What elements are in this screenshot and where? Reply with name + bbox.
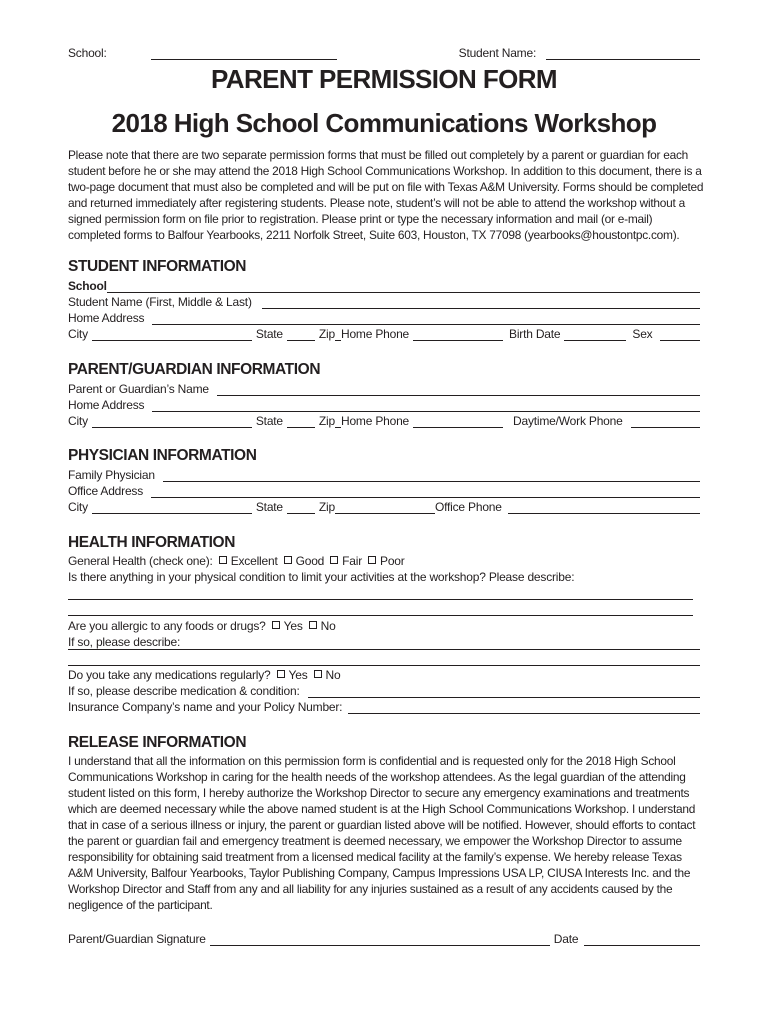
intro-line: two-page document that must also be completed and will be put on file with Texas A&M University. Forms should be completed — [68, 180, 704, 194]
medication-describe-field[interactable] — [308, 685, 700, 698]
student-state-field[interactable] — [287, 328, 315, 341]
parent-address-label: Home Address — [68, 398, 145, 412]
option-fair-label: Fair — [342, 554, 363, 568]
school-field[interactable] — [151, 47, 337, 60]
student-birth-field[interactable] — [564, 328, 626, 341]
student-name-field[interactable] — [546, 47, 700, 60]
release-line: which are deemed necessary while the above named student is at the High School Communications Workshop. I understand — [68, 802, 696, 816]
option-poor[interactable] — [362, 554, 405, 568]
parent-name-label: Parent or Guardian’s Name — [68, 382, 209, 396]
student-sex-field[interactable] — [660, 328, 700, 341]
release-paragraph — [68, 753, 700, 913]
signature-label: Parent/Guardian Signature — [68, 932, 206, 946]
student-city-field[interactable] — [92, 328, 252, 341]
release-line: responsibility for obtaining said treatment from a licensed medical facility at the family’s expense. We hereby release Texas — [68, 850, 682, 864]
option-excellent-label: Excellent — [230, 554, 278, 568]
student-city-label: City — [68, 327, 88, 341]
option-poor-label: Poor — [380, 554, 405, 568]
checkbox-good[interactable] — [284, 556, 292, 564]
option-fair[interactable] — [324, 554, 362, 568]
signature-row — [68, 930, 700, 946]
checkbox-allergy-yes[interactable] — [272, 621, 280, 629]
student-school-row — [68, 277, 700, 293]
option-excellent[interactable] — [213, 554, 278, 568]
parent-address-field[interactable] — [152, 399, 700, 412]
student-state-label: State — [255, 327, 283, 341]
physician-phone-label: Office Phone — [434, 500, 502, 514]
medication-row — [68, 666, 700, 682]
physician-name-label: Family Physician — [68, 468, 155, 482]
student-address-label: Home Address — [68, 311, 145, 325]
checkbox-poor[interactable] — [368, 556, 376, 564]
parent-daytime-field[interactable] — [631, 415, 700, 428]
header-row — [68, 44, 700, 60]
condition-line-1[interactable] — [68, 599, 693, 600]
student-fullname-field[interactable] — [262, 296, 700, 309]
general-health-row — [68, 552, 700, 568]
student-name-label: Student Name: — [458, 46, 537, 60]
allergy-no-label: No — [320, 619, 336, 633]
parent-city-label: City — [68, 414, 88, 428]
physician-address-field[interactable] — [151, 485, 700, 498]
intro-line: signed permission form on file prior to registration. Please print or type the necessary information and mail (or e-mail) — [68, 212, 653, 226]
physician-phone-field[interactable] — [508, 501, 700, 514]
parent-state-label: State — [255, 414, 283, 428]
page-subtitle: 2018 High School Communications Workshop — [111, 108, 657, 138]
physician-city-label: City — [68, 500, 88, 514]
parent-heading: PARENT/GUARDIAN INFORMATION — [68, 361, 321, 378]
release-line: student listed on this form, I hereby authorize the Workshop Director to secure any emergency examinations and treatments — [68, 786, 690, 800]
option-good[interactable] — [278, 554, 325, 568]
date-field[interactable] — [584, 933, 700, 946]
physician-address-label: Office Address — [68, 484, 144, 498]
student-phone-field[interactable] — [413, 328, 503, 341]
student-sex-label: Sex — [632, 327, 653, 341]
condition-question-row — [68, 568, 700, 584]
insurance-field[interactable] — [348, 701, 700, 714]
student-fullname-label: Student Name (First, Middle & Last) — [68, 295, 252, 309]
school-label: School: — [68, 46, 107, 60]
student-school-field[interactable] — [107, 280, 700, 293]
release-line: Workshop Director and Staff from any and all liability for any injuries sustained as a result of any accidents caused by the — [68, 882, 673, 896]
release-heading: RELEASE INFORMATION — [68, 734, 247, 751]
release-line: I understand that all the information on this permission form is confidential and is requested only for the 2018 High School — [68, 754, 676, 768]
allergy-yes[interactable] — [266, 619, 303, 633]
medication-yes-label: Yes — [288, 668, 308, 682]
parent-city-field[interactable] — [92, 415, 252, 428]
student-phone-label: Home Phone — [340, 327, 410, 341]
checkbox-fair[interactable] — [330, 556, 338, 564]
parent-city-row — [68, 412, 700, 428]
release-line: Communications Workshop in caring for the health needs of the workshop attendees. As the legal guardian of the attending — [68, 770, 686, 784]
medication-no-label: No — [325, 668, 341, 682]
physician-state-label: State — [255, 500, 283, 514]
medication-question: Do you take any medications regularly? — [68, 668, 271, 682]
page-title: PARENT PERMISSION FORM — [210, 64, 557, 94]
parent-phone-label: Home Phone — [340, 414, 410, 428]
general-health-label: General Health (check one): — [68, 554, 213, 568]
release-line: A&M University, Balfour Yearbooks, Taylor Publishing Company, Campus Impressions USA LP, CIUSA Interests Inc. and the — [68, 866, 691, 880]
checkbox-excellent[interactable] — [219, 556, 227, 564]
date-label: Date — [553, 932, 579, 946]
physician-zip-field[interactable] — [335, 501, 435, 514]
insurance-row — [68, 698, 700, 714]
physician-zip-label: Zip — [318, 500, 335, 514]
physician-address-row — [68, 482, 700, 498]
student-name-row — [68, 293, 700, 309]
physician-name-field[interactable] — [163, 469, 700, 482]
intro-line: student before he or she may attend the 2018 High School Communications Workshop. In addition to this document, there is a — [68, 164, 702, 178]
insurance-label: Insurance Company’s name and your Policy Number: — [68, 700, 343, 714]
intro-line: completed forms to Balfour Yearbooks, 2211 Norfolk Street, Suite 603, Houston, TX 77098 (yearbooks@houstontpc.com). — [68, 228, 680, 242]
medication-no[interactable] — [308, 668, 341, 682]
medication-yes[interactable] — [271, 668, 308, 682]
physician-heading: PHYSICIAN INFORMATION — [68, 447, 257, 464]
release-line: that in case of a serious illness or injury, the parent or guardian listed above will be notified. However, should efforts to contact — [68, 818, 696, 832]
student-heading: STUDENT INFORMATION — [68, 258, 247, 275]
release-line: negligence of the participant. — [68, 898, 213, 912]
intro-line: Please note that there are two separate permission forms that must be filled out completely by a parent or guardian for each — [68, 148, 689, 162]
allergy-question: Are you allergic to any foods or drugs? — [68, 619, 266, 633]
parent-name-field[interactable] — [217, 383, 700, 396]
release-line: the parent or guardian fail and emergency treatment is deemed necessary, we empower the Workshop Director to assume — [68, 834, 682, 848]
medication-describe-label: If so, please describe medication & condition: — [68, 684, 300, 698]
checkbox-medication-no[interactable] — [314, 670, 322, 678]
condition-line-2[interactable] — [68, 615, 693, 616]
physician-name-row — [68, 466, 700, 482]
allergy-describe-label: If so, please describe: — [68, 635, 181, 649]
student-address-row — [68, 309, 700, 325]
checkbox-medication-yes[interactable] — [277, 670, 285, 678]
signature-field[interactable] — [210, 933, 550, 946]
physician-state-field[interactable] — [287, 501, 315, 514]
condition-question: Is there anything in your physical condition to limit your activities at the workshop? Please describe: — [68, 570, 575, 584]
allergy-row — [68, 617, 700, 633]
health-heading: HEALTH INFORMATION — [68, 534, 236, 551]
intro-line: and returned immediately after registering students. Please note, student’s will not be able to attend the workshop without a — [68, 196, 685, 210]
physician-city-field[interactable] — [92, 501, 252, 514]
student-zip-label: Zip — [318, 327, 335, 341]
student-school-label: School — [68, 279, 107, 293]
allergy-line-1[interactable] — [68, 649, 700, 650]
parent-name-row — [68, 380, 700, 396]
allergy-no[interactable] — [303, 619, 336, 633]
intro-paragraph — [68, 147, 704, 243]
allergy-yes-label: Yes — [283, 619, 303, 633]
parent-state-field[interactable] — [287, 415, 315, 428]
allergy-describe-row — [68, 633, 700, 649]
option-good-label: Good — [295, 554, 325, 568]
checkbox-allergy-no[interactable] — [309, 621, 317, 629]
student-birth-label: Birth Date — [509, 327, 561, 341]
physician-city-row — [68, 498, 700, 514]
parent-address-row — [68, 396, 700, 412]
student-address-field[interactable] — [152, 312, 700, 325]
parent-daytime-label: Daytime/Work Phone — [513, 414, 623, 428]
parent-phone-field[interactable] — [413, 415, 503, 428]
student-city-row — [68, 325, 700, 341]
parent-zip-label: Zip — [318, 414, 335, 428]
medication-describe-row — [68, 682, 700, 698]
